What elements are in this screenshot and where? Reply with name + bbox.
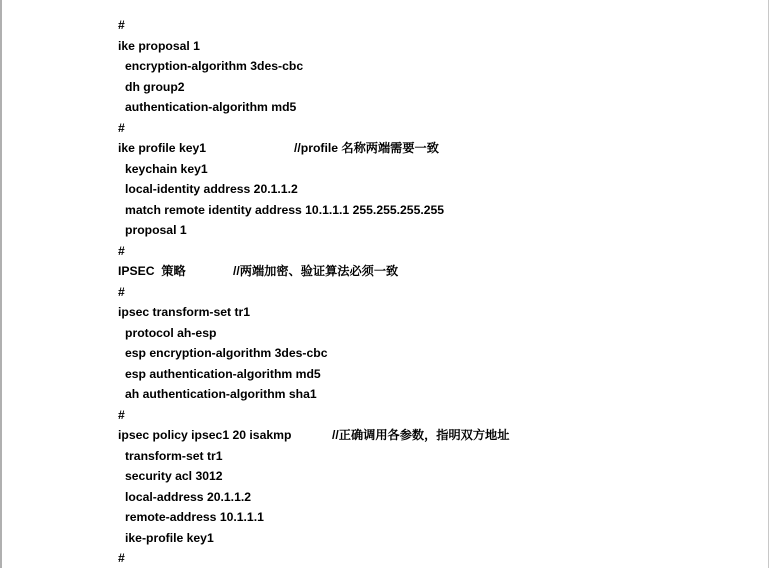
config-line bbox=[118, 179, 758, 200]
line-text: IPSEC 策略 bbox=[118, 264, 186, 278]
line-text: transform-set tr1 bbox=[125, 448, 223, 463]
line-text: ike profile key1 bbox=[118, 141, 207, 155]
config-line bbox=[118, 466, 758, 487]
config-line bbox=[118, 323, 758, 344]
right-border bbox=[768, 0, 769, 568]
config-line bbox=[118, 159, 758, 180]
line-text: # bbox=[118, 18, 125, 32]
config-line bbox=[118, 487, 758, 508]
line-text: ike proposal 1 bbox=[118, 38, 200, 53]
separator-line bbox=[118, 15, 758, 36]
line-text: protocol ah-esp bbox=[125, 325, 217, 340]
left-border bbox=[0, 0, 2, 568]
config-line bbox=[118, 220, 758, 241]
line-text: local-identity address 20.1.1.2 bbox=[125, 182, 298, 196]
separator-line bbox=[118, 282, 758, 303]
line-text: # bbox=[118, 284, 125, 299]
line-text: local-address 20.1.1.2 bbox=[125, 489, 252, 504]
line-comment: //profile 名称两端需要一致 bbox=[294, 141, 439, 155]
transform-set-header bbox=[118, 302, 758, 323]
line-text: proposal 1 bbox=[125, 223, 187, 237]
line-text: esp authentication-algorithm md5 bbox=[125, 366, 321, 381]
ipsec-policy-heading bbox=[118, 261, 758, 282]
line-text: ah authentication-algorithm sha1 bbox=[125, 387, 317, 401]
line-text: match remote identity address 10.1.1.1 255.255.255.255 bbox=[125, 202, 445, 217]
line-text: # bbox=[118, 551, 125, 565]
line-text: authentication-algorithm md5 bbox=[125, 100, 297, 114]
config-line bbox=[118, 446, 758, 467]
config-line bbox=[118, 364, 758, 385]
line-text: ipsec transform-set tr1 bbox=[118, 305, 251, 319]
line-text: # bbox=[118, 120, 125, 135]
config-listing bbox=[118, 15, 758, 569]
config-line bbox=[118, 528, 758, 549]
config-line bbox=[118, 56, 758, 77]
line-text: ipsec policy ipsec1 20 isakmp bbox=[118, 428, 292, 442]
line-text: remote-address 10.1.1.1 bbox=[125, 510, 264, 524]
line-text: # bbox=[118, 243, 125, 258]
separator-line bbox=[118, 548, 758, 569]
line-text: security acl 3012 bbox=[125, 469, 223, 483]
config-line bbox=[118, 97, 758, 118]
line-comment: //两端加密、验证算法必须一致 bbox=[233, 264, 399, 278]
line-text: keychain key1 bbox=[125, 161, 208, 176]
line-comment: //正确调用各参数，指明双方地址 bbox=[332, 428, 510, 442]
separator-line bbox=[118, 405, 758, 426]
config-line bbox=[118, 507, 758, 528]
config-line bbox=[118, 200, 758, 221]
line-text: esp encryption-algorithm 3des-cbc bbox=[125, 346, 328, 360]
separator-line bbox=[118, 241, 758, 262]
config-line bbox=[118, 384, 758, 405]
ike-proposal-header bbox=[118, 36, 758, 57]
line-text: dh group2 bbox=[125, 79, 185, 94]
ipsec-policy-header bbox=[118, 425, 758, 446]
ike-profile-header bbox=[118, 138, 758, 159]
config-line bbox=[118, 77, 758, 98]
separator-line bbox=[118, 118, 758, 139]
config-line bbox=[118, 343, 758, 364]
line-text: # bbox=[118, 407, 125, 422]
line-text: encryption-algorithm 3des-cbc bbox=[125, 59, 304, 73]
line-text: ike-profile key1 bbox=[125, 530, 214, 545]
